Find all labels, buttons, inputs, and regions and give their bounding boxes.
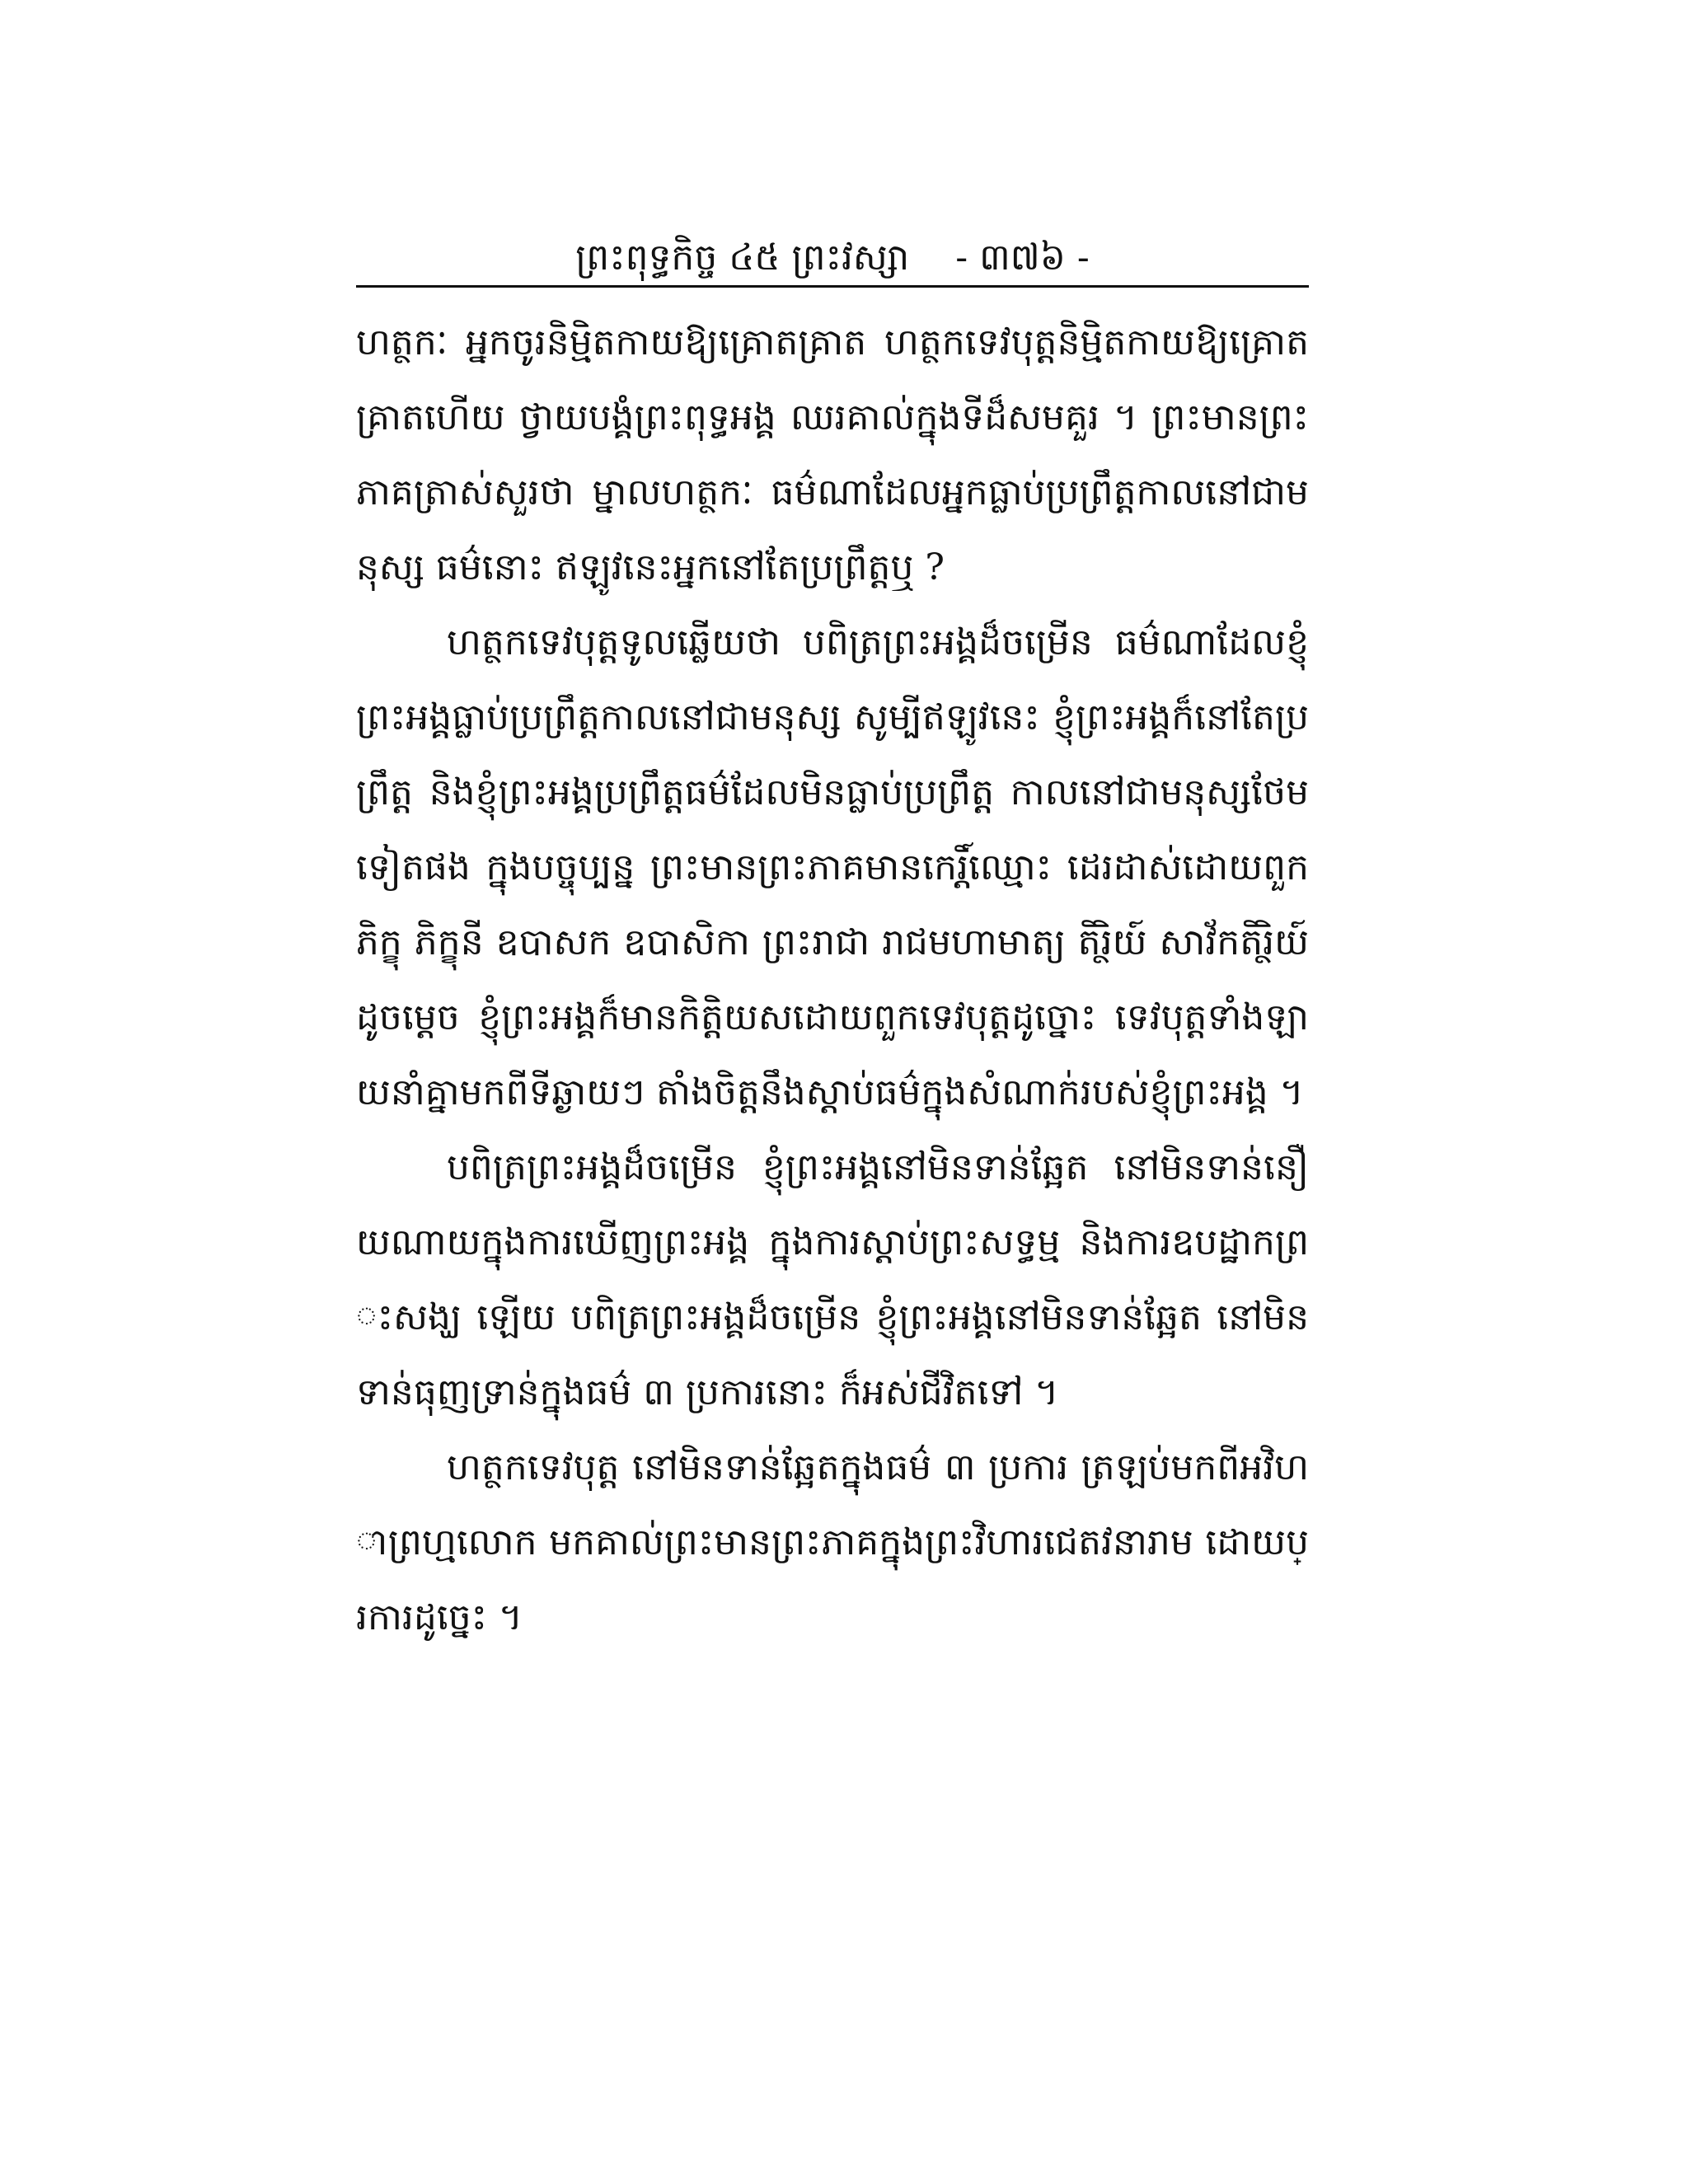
paragraph-1: ហត្ថកៈ អ្នកចូរនិម្មិតកាយឱ្យគ្រោតគ្រាត ហត្ថកទេវបុត្តនិម្មិតកាយឱ្យគ្រោតគ្រាតហើយ ថ្វាយបង្គំព្រះពុទ្ធអង្គ ឈរគាល់ក្នុងទីដ៏សមគួរ ។ ព្រះមានព្រះភាគត្រាស់សួរថា ម្នាលហត្ថកៈ ធម៌ណាដែលអ្នកធ្លាប់ប្រព្រឹត្តកាលនៅជាមនុស្ស ធម៌នោះ ឥឡូវនេះអ្នកនៅតែប្រព្រឹត្តឬ ? [356, 321, 1309, 588]
header-title: ព្រះពុទ្ធកិច្ច ៤៥ ព្រះវស្សា [575, 237, 910, 279]
body-text [356, 305, 1309, 1655]
paragraph-3: បពិត្រព្រះអង្គដ៏ចម្រើន ខ្ញុំព្រះអង្គនៅមិនទាន់ឆ្អែត នៅមិនទាន់នឿយណាយក្នុងការឃើញព្រះអង្គ ក្នុងការស្តាប់ព្រះសទ្ធម្ម និងការឧបដ្ឋាកព្រះសង្ឃ ឡើយ បពិត្រព្រះអង្គដ៏ចម្រើន ខ្ញុំព្រះអង្គនៅមិនទាន់ឆ្អែត នៅមិនទាន់ធុញទ្រាន់ក្នុងធម៌ ៣ ប្រការនោះ ក៏អស់ជីវិតទៅ ។ [356, 1146, 1309, 1413]
paragraph-4: ហត្ថកទេវបុត្ត នៅមិនទាន់ឆ្អែតក្នុងធម៌ ៣ ប្រការ ត្រឡប់មកពីអវិហាព្រហ្មលោក មកគាល់ព្រះមានព្រះភាគក្នុងព្រះវិហារជេតវនារាម ដោយប្រការដូច្នេះ ។ [356, 1446, 1309, 1638]
page-number: - ៣៧៦ - [955, 237, 1090, 279]
running-header [354, 229, 1311, 287]
paragraph-2: ហត្ថកទេវបុត្តទូលឆ្លើយថា បពិត្រព្រះអង្គដ៏ចម្រើន ធម៌ណាដែលខ្ញុំព្រះអង្គធ្លាប់ប្រព្រឹត្តកាលនៅជាមនុស្ស សូម្បីឥឡូវនេះ ខ្ញុំព្រះអង្គក៏នៅតែប្រព្រឹត្ត និងខ្ញុំព្រះអង្គប្រព្រឹត្តធម៌ដែលមិនធ្លាប់ប្រព្រឹត្ត កាលនៅជាមនុស្សថែមទៀតផង ក្នុងបច្ចុប្បន្ន ព្រះមានព្រះភាគមានកេរ្តិ៍ឈ្មោះ ដេរដាស់ដោយពួកភិក្ខុ ភិក្ខុនី ឧបាសក ឧបាសិកា ព្រះរាជា រាជមហាមាត្យ តិរ្ថិយ៍ សាវ័កតិរ្ថិយ៍ ដូចម្តេច ខ្ញុំព្រះអង្គក៏មានកិត្តិយសដោយពួកទេវបុត្តដូច្នោះ ទេវបុត្តទាំងឡាយនាំគ្នាមកពីទីឆ្ងាយៗ តាំងចិត្តនឹងស្តាប់ធម៌ក្នុងសំណាក់របស់ខ្ញុំព្រះអង្គ ។ [356, 621, 1309, 1113]
header-rule [356, 285, 1309, 288]
header-spacer [921, 237, 944, 279]
